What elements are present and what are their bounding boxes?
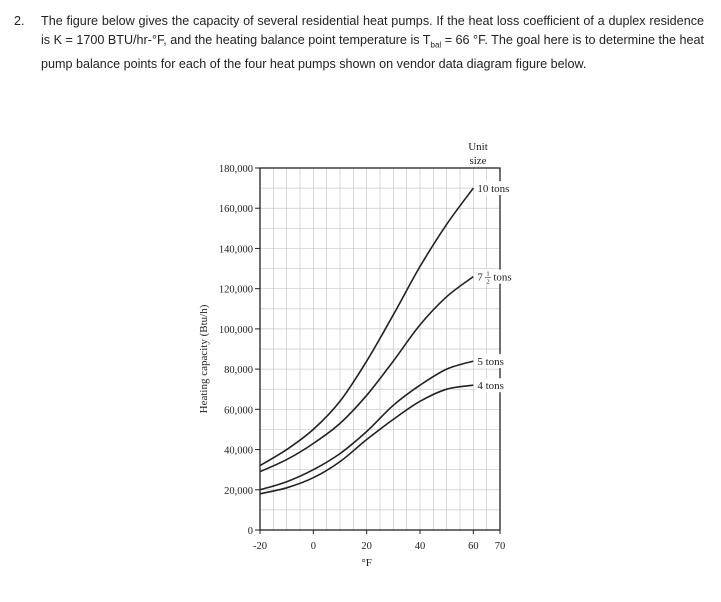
y-tick-label: 0 <box>247 526 253 537</box>
x-tick-label: 0 <box>310 541 316 552</box>
series-label-0 <box>475 181 515 195</box>
y-tick-label: 60,000 <box>224 405 253 417</box>
chart-grid <box>260 168 500 530</box>
y-tick-label: 40,000 <box>224 445 253 457</box>
x-tick-label: 40 <box>414 541 426 552</box>
y-axis-label: Heating capacity (Btu/h) <box>198 304 210 414</box>
y-tick-label: 140,000 <box>218 244 253 256</box>
series-label-1 <box>475 270 513 286</box>
y-tick-label: 120,000 <box>218 284 253 296</box>
series-label-text: 10 tons <box>477 183 510 196</box>
series-label-2 <box>475 354 515 368</box>
problem-number: 2. <box>14 14 25 28</box>
series-label-denominator: 2 <box>486 278 490 286</box>
series-label-text: 4 tons <box>477 380 504 393</box>
problem-text-part1: The figure below gives the capacity of several residential heat pumps. If the heat loss coefficient of a duplex residence is K = 1700 BTU/hr-°F, and the heating balance point temperature is T <box>41 14 704 47</box>
y-tick-label: 160,000 <box>218 204 253 216</box>
x-tick-label: -20 <box>253 541 267 552</box>
problem-text-part2: = 66 °F. The goal here is to determine the heat pump balance points for each of the four heat pumps shown on vendor data diagram figure below. <box>41 33 704 71</box>
y-tick-label: 80,000 <box>224 365 253 377</box>
y-tick-label: 20,000 <box>224 485 253 497</box>
series-label-whole: 7 <box>477 271 483 284</box>
legend-title-line1: Unit <box>468 141 488 153</box>
x-tick-label: 20 <box>361 541 372 552</box>
series-labels <box>475 181 515 392</box>
y-tick-label: 180,000 <box>218 164 253 175</box>
y-axis-ticks <box>219 164 260 537</box>
problem-subscript: bal <box>430 40 442 50</box>
y-tick-label: 100,000 <box>218 324 253 336</box>
series-label-unit: tons <box>493 271 512 284</box>
x-axis-ticks <box>253 530 505 552</box>
x-tick-label: 60 <box>468 541 479 552</box>
series-label-text: 5 tons <box>477 356 504 369</box>
x-axis-label: °F <box>361 557 372 569</box>
x-tick-label: 70 <box>494 541 506 552</box>
series-label-numerator: 1 <box>486 270 490 278</box>
legend-title-line2: size <box>469 155 487 167</box>
series-label-3 <box>475 378 515 392</box>
